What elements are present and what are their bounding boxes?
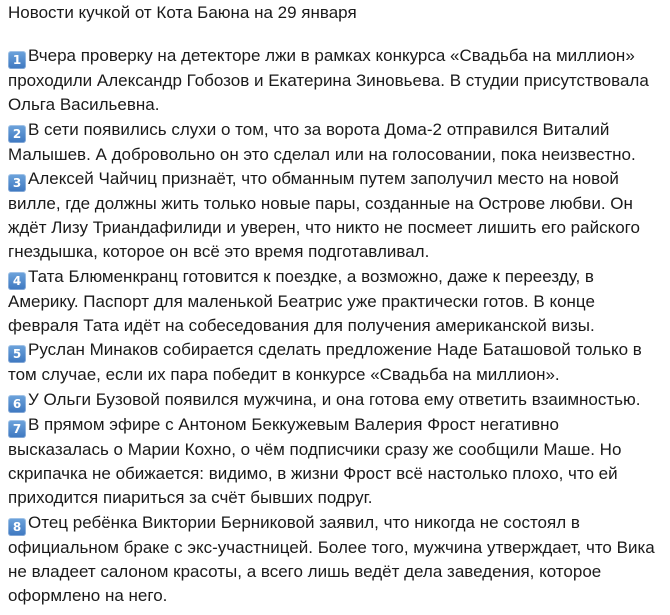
keycap-5-icon: 5 <box>8 345 26 363</box>
item-text: В сети появились слухи о том, что за ворота Дома-2 отправился Виталий Малышев. А добровольно он это сделал или на голосовании, пока неизвестно. <box>8 119 636 164</box>
keycap-8-icon: 8 <box>8 518 26 536</box>
item-text: В прямом эфире с Антоном Беккужевым Валерия Фрост негативно высказалась о Марии Кохно, о чём подписчики сразу же сообщили Маше. Но скрипачка не обижается: видимо, в жизни Фрост всё настолько плохо, что ей приходится пиариться за счёт бывших подруг. <box>8 414 622 508</box>
list-item <box>8 338 662 387</box>
news-list <box>8 44 662 608</box>
item-text: Тата Блюменкранц готовится к поездке, а возможно, даже к переезду, в Америку. Паспорт для маленькой Беатрис уже практически готов. В конце февраля Тата идёт на собеседования для получения американской визы. <box>8 266 595 336</box>
keycap-2-icon: 2 <box>8 125 26 143</box>
list-item <box>8 511 662 609</box>
item-text: Отец ребёнка Виктории Берниковой заявил, что никогда не состоял в официальном браке с экс-участницей. Более того, мужчина утверждает, что Вика не владеет салоном красоты, а всего лишь ведёт дела заведения, которое оформлено на него. <box>8 512 655 606</box>
keycap-3-icon: 3 <box>8 174 26 192</box>
keycap-1-icon: 1 <box>8 51 26 69</box>
keycap-4-icon: 4 <box>8 272 26 290</box>
item-text: Алексей Чайчиц признаёт, что обманным путем заполучил место на новой вилле, где должны жить только новые пары, созданные на Острове любви. Он ждёт Лизу Триандафилиди и уверен, что никто не посмеет лишить его райского гнездышка, которое он всё это время подготавливал. <box>8 168 640 262</box>
list-item <box>8 413 662 511</box>
page-title: Новости кучкой от Кота Баюна на 29 января <box>8 3 357 22</box>
list-item <box>8 167 662 265</box>
list-item <box>8 388 662 413</box>
item-text: У Ольги Бузовой появился мужчина, и она готова ему ответить взаимностью. <box>28 389 641 409</box>
list-item <box>8 44 662 118</box>
list-item <box>8 118 662 167</box>
keycap-6-icon: 6 <box>8 395 26 413</box>
item-text: Руслан Минаков собирается сделать предложение Наде Баташовой только в том случае, если их пара победит в конкурсе «Свадьба на миллион». <box>8 340 642 385</box>
item-text: Вчера проверку на детекторе лжи в рамках конкурса «Свадьба на миллион» проходили Александр Гобозов и Екатерина Зиновьева. В студии присутствовала Ольга Васильевна. <box>8 46 649 115</box>
list-item <box>8 265 662 339</box>
keycap-7-icon: 7 <box>8 420 26 438</box>
